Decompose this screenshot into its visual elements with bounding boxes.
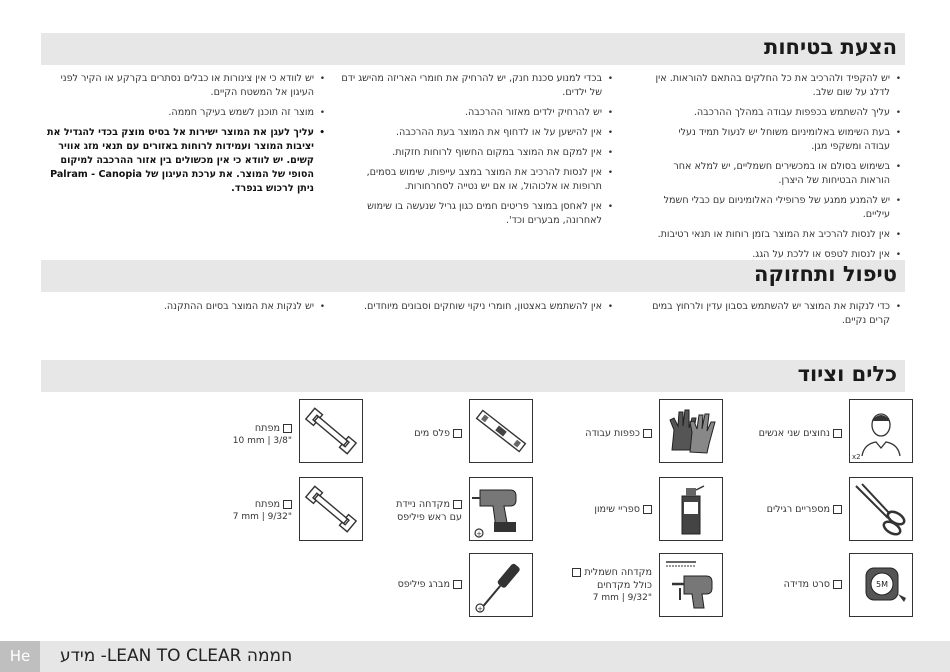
tool-name: מפתח: [254, 423, 280, 434]
tape-size-text: 5M: [876, 580, 888, 589]
safety-item: • אין לנסות לטפס או ללכת על הגג.: [651, 248, 901, 262]
tool-name: מספריים רגילים: [766, 504, 830, 515]
tool-name: מקדחה ניידת: [396, 499, 450, 510]
tool-label-two-people: [759, 427, 842, 440]
maintenance-item: • אין להשתמש באצטון, חומרי ניקוי שוחקים וסבונים מיוחדים.: [340, 300, 613, 314]
safety-item: • יש להקפיד ולהרכיב את כל החלקים בהתאם להוראות. אין לדלג על שום שלב.: [651, 72, 901, 100]
tool-spec: 10 mm | 3/8": [232, 436, 292, 446]
safety-item: • יש לוודא כי אין צינורות או כבלים נסתרים בקרקע או הקיר לפני העיגון אל המשטח הקיים.: [44, 72, 325, 100]
checkbox-icon: [833, 580, 842, 589]
tool-name: סרט מדידה: [783, 579, 830, 590]
safety-item: • יש להרחיק ילדים מאזור ההרכבה.: [340, 106, 613, 120]
checkbox-icon: [453, 500, 462, 509]
tool-label-tape: [784, 578, 842, 591]
safety-item: • בכדי למנוע סכנת חנק, יש להרחיק את חומרי האריזה מהישג ידם של ילדים.: [340, 72, 613, 100]
scissors-icon: [849, 477, 913, 541]
maintenance-header: [41, 260, 905, 292]
tool-label-screwdriver: [398, 578, 462, 591]
spray-can-icon: [659, 477, 723, 541]
safety-item: • אין לנסות להרכיב את המוצר במצב עייפות, שימוש בסמים, תרופות או אלכוהול, או אם יש נטייה לסחרחורות.: [340, 166, 613, 194]
safety-item: • בשימוש בסולם או במכשירים חשמליים, יש למלא אחר הוראות הבטיחות של היצרן.: [651, 160, 901, 188]
safety-item: • אין לנסות להרכיב את המוצר בזמן רוחות או תנאי רטיבות.: [651, 228, 901, 242]
maintenance-column-1: [651, 300, 901, 334]
safety-header: [41, 33, 905, 65]
checkbox-icon: [833, 505, 842, 514]
safety-item: • יש להמנע ממגע של פרופילי האלומיניום עם כבלי חשמל עיליים.: [651, 194, 901, 222]
gloves-icon: [659, 399, 723, 463]
wrench-icon: [299, 399, 363, 463]
tool-label-spray: [594, 503, 652, 516]
tool-name: פלס מים: [414, 428, 450, 439]
checkbox-icon: [833, 429, 842, 438]
maintenance-column-2: [340, 300, 613, 320]
person-icon: [849, 399, 913, 463]
tool-name: מברג פיליפס: [397, 579, 450, 590]
tools-header: [41, 360, 905, 392]
checkbox-icon: [453, 580, 462, 589]
language-page-tab: He: [0, 641, 40, 672]
tool-name: כפפות עבודה: [585, 428, 640, 439]
checkbox-icon: [453, 429, 462, 438]
maintenance-column-3: [44, 300, 325, 320]
safety-item: • אין למקם את המוצר במקום החשוף לרוחות חזקות.: [340, 146, 613, 160]
wrench-icon: [299, 477, 363, 541]
maintenance-item: • יש לנקות את המוצר בסיום ההתקנה.: [44, 300, 325, 314]
checkbox-icon: [572, 568, 581, 577]
tools-title: כלים וציוד: [797, 362, 897, 386]
tool-name-detail: עם ראש פיליפס: [396, 512, 462, 523]
electric-drill-icon: [659, 553, 723, 617]
page-footer: [0, 641, 950, 672]
safety-anchor-note: • עליך לעגן את המוצר ישירות אל בסיס מוצק בכדי להגדיל את יציבות המוצר ועמידות לרוחות באזורים עם תנאי מזג אוויר קשים. יש לוודא כי אין מכשולים בין אזור ההרכבה למיקום הסופי של המוצר. את ערכת העיגון של Palram - Canopia ניתן לרכוש בנפרד.: [44, 126, 325, 196]
tool-name: נחוצים שני אנשים: [758, 428, 830, 439]
safety-item: • מוצר זה תוכנן לשמש בעיקר חממה.: [44, 106, 325, 120]
tool-name: מפתח: [254, 499, 280, 510]
svg-text:+: +: [476, 530, 482, 538]
water-level-icon: [469, 399, 533, 463]
footer-title: חממה LEAN TO CLEAR- מידע: [60, 646, 293, 666]
tool-spec: 7 mm | 9/32": [232, 512, 292, 522]
tool-label-electric-drill: [572, 566, 652, 605]
screwdriver-icon: [469, 553, 533, 617]
tool-label-gloves: [585, 427, 652, 440]
tool-label-drill: [396, 498, 462, 524]
maintenance-title: טיפול ותחזוקה: [754, 262, 897, 286]
tape-measure-icon: [849, 553, 913, 617]
tool-label-scissors: [767, 503, 842, 516]
cordless-drill-icon: [469, 477, 533, 541]
checkbox-icon: [283, 500, 292, 509]
safety-column-2: [340, 72, 613, 234]
safety-title: הצעת בטיחות: [763, 35, 897, 59]
safety-column-3: [44, 72, 325, 202]
tool-name-detail: כולל מקדחים: [597, 580, 652, 591]
checkbox-icon: [643, 505, 652, 514]
safety-item: • אין לאחסן במוצר פריטים חמים כגון גריל שנעשה בו שימוש לאחרונה, מבערים וכד'.: [340, 200, 613, 228]
svg-text:+: +: [477, 605, 483, 613]
maintenance-item: • כדי לנקות את המוצר יש להשתמש בסבון עדין ולרחוץ במים קרים נקיים.: [651, 300, 901, 328]
tool-name: ספריי שימון: [594, 504, 640, 515]
safety-item: • עליך להשתמש בכפפות עבודה במהלך ההרכבה.: [651, 106, 901, 120]
safety-item: • בעת השימוש באלומיניום משוחל יש לנעול תמיד נעלי עבודה ומשקפי מגן.: [651, 126, 901, 154]
tool-name: מקדחה חשמלית: [584, 567, 652, 578]
tool-label-wrench-10mm: [233, 422, 292, 448]
tool-spec: 7 mm | 9/32": [592, 593, 652, 603]
tool-label-level: [414, 427, 462, 440]
safety-column-1: [651, 72, 901, 268]
safety-item: • אין להישען על או לדחוף את המוצר בעת ההרכבה.: [340, 126, 613, 140]
tool-label-wrench-7mm: [233, 498, 292, 524]
checkbox-icon: [283, 424, 292, 433]
checkbox-icon: [643, 429, 652, 438]
two-people-badge: x2: [852, 453, 861, 461]
